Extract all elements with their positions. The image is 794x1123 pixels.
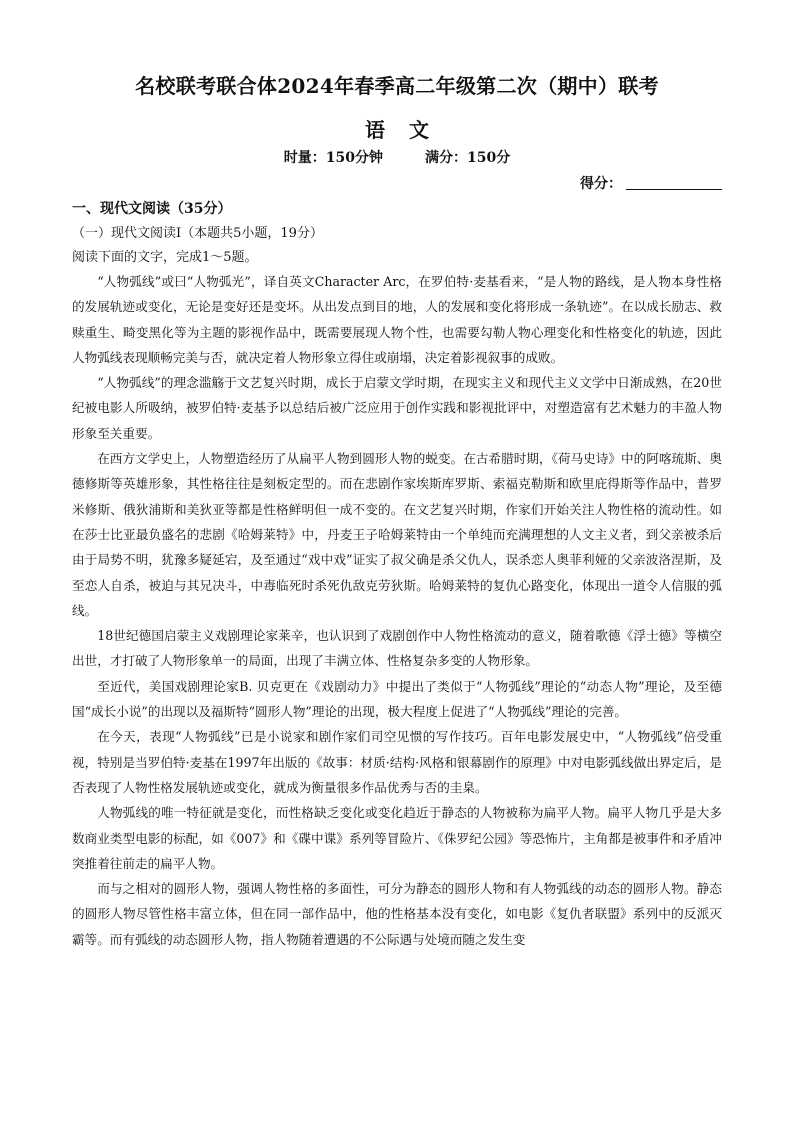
reading-instruction: 阅读下面的文字，完成1～5题。 bbox=[72, 250, 258, 265]
exam-title: 名校联考联合体2024年春季高二年级第二次（期中）联考 bbox=[135, 74, 659, 98]
score-field bbox=[580, 173, 722, 193]
time-limit: 时量：150分钟 bbox=[283, 150, 383, 166]
subject-title: 语文 bbox=[365, 118, 453, 142]
passage-paragraph: 18世纪德国启蒙主义戏剧理论家莱辛，也认识到了戏剧创作中人物性格流动的意义，随着歌德《浮士德》等横空出世，才打破了人物形象单一的局面，出现了丰满立体、性格复杂多变的人物形象。 bbox=[72, 628, 722, 669]
passage-paragraph: 而与之相对的圆形人物，强调人物性格的多面性，可分为静态的圆形人物和有人物弧线的动态的圆形人物。静态的圆形人物尽管性格丰富立体，但在同一部作品中，他的性格基本没有变化，如电影《复仇者联盟》系列中的反派灭霸等。而有弧线的动态圆形人物，指人物随着遭遇的不公际遇与处境而随之发生变 bbox=[72, 881, 722, 947]
full-score: 满分：150分 bbox=[425, 150, 511, 166]
passage-paragraph: 在西方文学史上，人物塑造经历了从扁平人物到圆形人物的蜕变。在古希腊时期，《荷马史诗》中的阿喀琉斯、奥德修斯等英雄形象，其性格往往是刻板定型的。而在悲剧作家埃斯库罗斯、索福克勒斯和欧里庇得斯等作品中，普罗米修斯、俄狄浦斯和美狄亚等都是性格鲜明但一成不变的。在文艺复兴时期，作家们开始关注人物性格的流动性。如在莎士比亚最负盛名的悲剧《哈姆莱特》中，丹麦王子哈姆莱特由一个单纯而充满理想的人文主义者，到父亲被杀后由于局势不明，犹豫多疑延宕，及至通过“戏中戏”证实了叔父确是杀父仇人，误杀恋人奥菲利娅的父亲波洛涅斯，及至恋人自杀，被迫与其兄决斗，中毒临死时杀死仇敌克劳狄斯。哈姆莱特的复仇心路变化，体现出一道令人信服的弧线。 bbox=[72, 451, 722, 618]
exam-meta bbox=[0, 147, 794, 167]
passage-paragraph: “人物弧线”的理念滥觞于文艺复兴时期，成长于启蒙文学时期，在现实主义和现代主义文学中日渐成熟，在20世纪被电影人所吸纳，被罗伯特·麦基予以总结后被广泛应用于创作实践和影视批评中，对塑造富有艺术魅力的丰盈人物形象至关重要。 bbox=[72, 375, 722, 441]
passage-paragraph: 人物弧线的唯一特征就是变化，而性格缺乏变化或变化趋近于静态的人物被称为扁平人物。扁平人物几乎是大多数商业类型电影的标配，如《007》和《碟中谍》系列等冒险片、《侏罗纪公园》等恐怖片，主角都是被事件和矛盾冲突推着往前走的扁平人物。 bbox=[72, 805, 722, 871]
passage-paragraph: 在今天，表现“人物弧线”已是小说家和剧作家们司空见惯的写作技巧。百年电影发展史中，“人物弧线”倍受重视，特别是当罗伯特·麦基在1997年出版的《故事：材质·结构·风格和银幕剧作的原理》中对电影弧线做出界定后，是否表现了人物性格发展轨迹或变化，就成为衡量很多作品优秀与否的圭臬。 bbox=[72, 729, 722, 795]
score-blank-line bbox=[626, 189, 722, 190]
passage-paragraph: 至近代，美国戏剧理论家B. 贝克更在《戏剧动力》中提出了类似于“人物弧线”理论的“动态人物”理论，及至德国“成长小说”的出现以及福斯特“圆形人物”理论的出现，极大程度上促进了“人物弧线”理论的完善。 bbox=[72, 678, 722, 720]
subsection-title: （一）现代文阅读Ⅰ（本题共5小题，19分） bbox=[72, 226, 323, 241]
reading-passage bbox=[72, 269, 722, 952]
passage-paragraph: “人物弧线”或曰“人物弧光”，译自英文Character Arc，在罗伯特·麦基看来，“是人物的路线，是人物本身性格的发展轨迹或变化，无论是变好还是变坏。从出发点到目的地，人的发展和变化将形成一条轨迹”。在以成长励志、救赎重生、畸变黑化等为主题的影视作品中，既需要展现人物个性，也需要勾勒人物心理变化和性格变化的轨迹，因此人物弧线表现顺畅完美与否，就决定着人物形象立得住或崩塌，决定着影视叙事的成败。 bbox=[72, 274, 722, 365]
score-field-label: 得分： bbox=[580, 176, 622, 192]
section-title: 一、现代文阅读（35分） bbox=[72, 201, 232, 217]
